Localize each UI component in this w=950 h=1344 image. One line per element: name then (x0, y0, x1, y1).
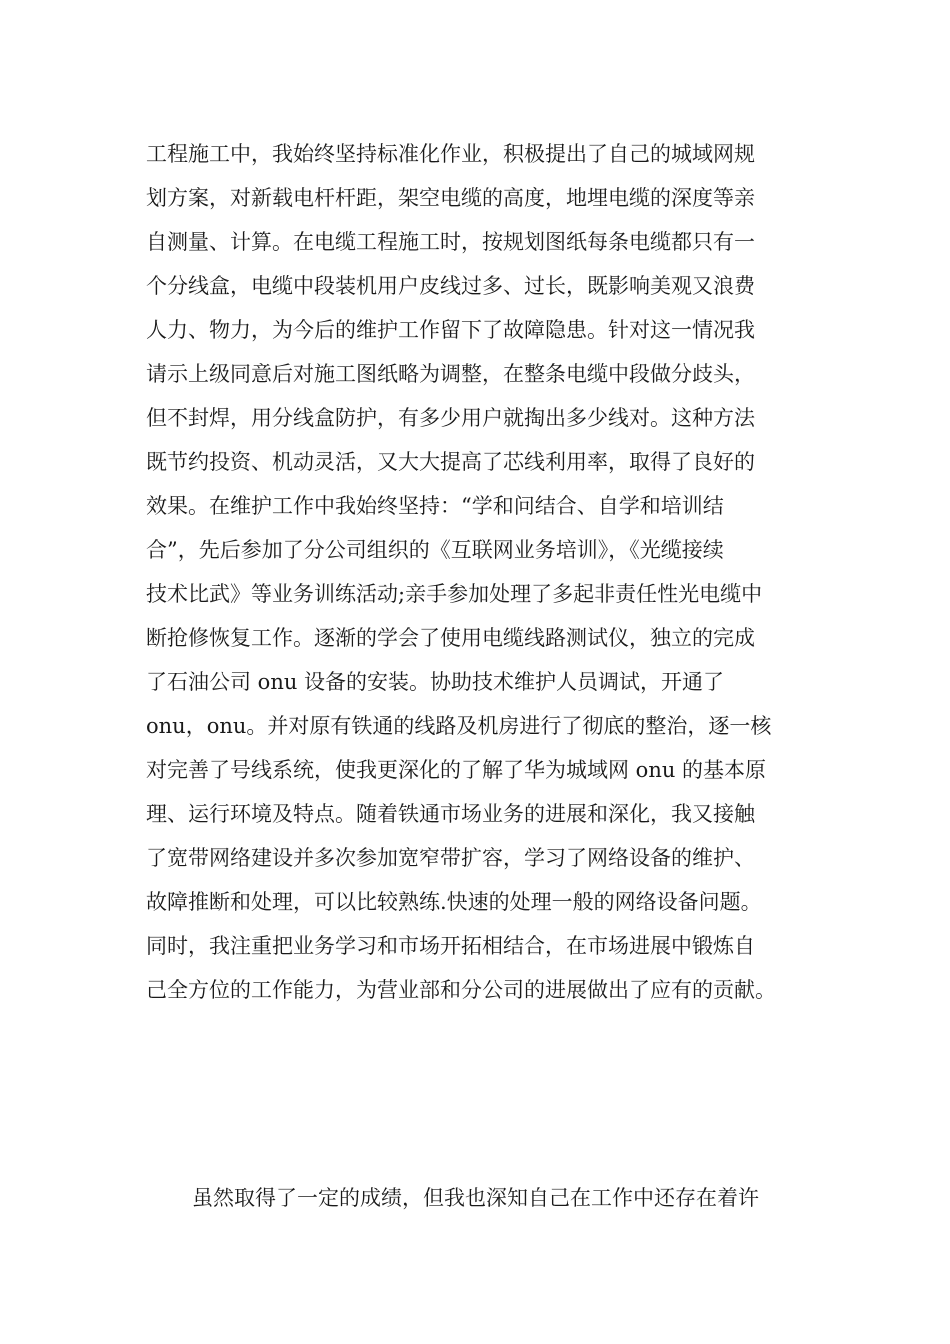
text-line: onu，onu。并对原有铁通的线路及机房进行了彻底的整治，逐一核 (146, 714, 772, 738)
text-line: 了宽带网络建设并多次参加宽窄带扩容，学习了网络设备的维护、 (146, 846, 755, 870)
text-line: 同时，我注重把业务学习和市场开拓相结合，在市场进展中锻炼自 (146, 934, 755, 958)
text-line: 请示上级同意后对施工图纸略为调整，在整条电缆中段做分歧头， (146, 362, 755, 386)
text-line: 理、运行环境及特点。随着铁通市场业务的进展和深化，我又接触 (146, 802, 755, 826)
text-line: 己全方位的工作能力，为营业部和分公司的进展做出了应有的贡献。 (146, 978, 776, 1002)
text-line: 但不封焊，用分线盒防护，有多少用户就掏出多少线对。这种方法 (146, 406, 755, 430)
text-line: 既节约投资、机动灵活，又大大提高了芯线利用率，取得了良好的 (146, 450, 755, 474)
text-line: 故障推断和处理，可以比较熟练.快速的处理一般的网络设备问题。 (146, 890, 762, 914)
text-line: 对完善了号线系统，使我更深化的了解了华为城域网 onu 的基本原 (146, 758, 767, 782)
text-line: 了石油公司 onu 设备的安装。协助技术维护人员调试，开通了 (146, 670, 725, 694)
text-line: 虽然取得了一定的成绩，但我也深知自己在工作中还存在着许 (192, 1186, 759, 1210)
text-line: 工程施工中，我始终坚持标准化作业，积极提出了自己的城域网规 (146, 142, 755, 166)
text-line: 划方案，对新载电杆杆距，架空电缆的高度，地埋电缆的深度等亲 (146, 186, 755, 210)
text-line: 个分线盒，电缆中段装机用户皮线过多、过长，既影响美观又浪费 (146, 274, 755, 298)
text-line: 效果。在维护工作中我始终坚持：“学和问结合、自学和培训结 (146, 494, 724, 518)
text-line: 合”，先后参加了分公司组织的《互联网业务培训》，《光缆接续 (146, 538, 724, 562)
text-line: 技术比武》等业务训练活动;亲手参加处理了多起非责任性光电缆中 (146, 582, 763, 606)
text-line: 人力、物力，为今后的维护工作留下了故障隐患。针对这一情况我 (146, 318, 755, 342)
paragraph-1 (146, 132, 836, 1012)
text-line: 断抢修恢复工作。逐渐的学会了使用电缆线路测试仪，独立的完成 (146, 626, 755, 650)
text-line: 自测量、计算。在电缆工程施工时，按规划图纸每条电缆都只有一 (146, 230, 755, 254)
paragraph-2 (146, 1176, 836, 1220)
